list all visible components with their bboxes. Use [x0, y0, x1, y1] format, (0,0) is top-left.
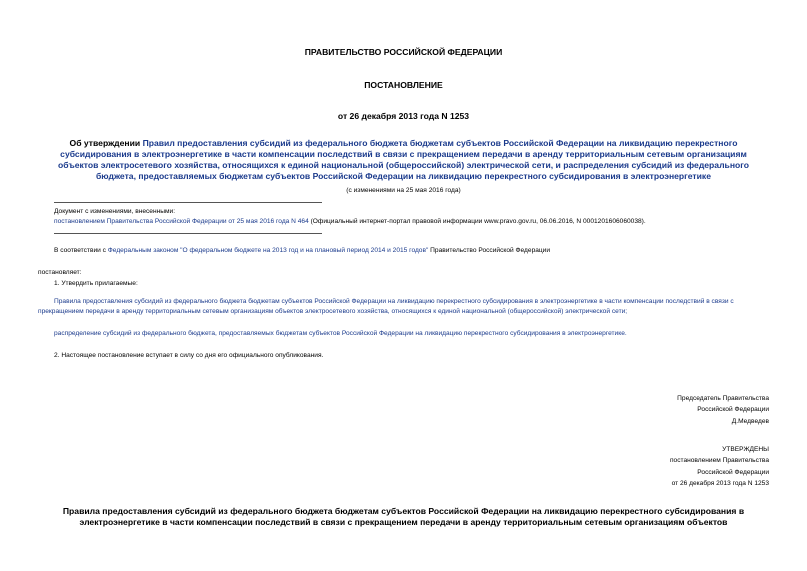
doc-changes-block	[54, 207, 784, 227]
divider-bottom	[54, 233, 322, 234]
decides-text: постановляет:	[38, 269, 82, 276]
accordance-paragraph	[54, 246, 769, 256]
accordance-prefix: В соответствии с	[54, 247, 108, 254]
approved-label: УТВЕРЖДЕНЫ	[722, 446, 769, 453]
approved-date: от 26 декабря 2013 года N 1253	[671, 480, 769, 488]
amendment-source: (Официальный интернет-портал правовой информации www.pravo.gov.ru, 06.06.2016, N 0001201606060038).	[308, 218, 646, 225]
doc-changes-line	[54, 217, 784, 227]
amendment-link[interactable]: постановлением Правительства Российской Федерации от 25 мая 2016 года N 464	[54, 218, 309, 225]
signature-country: Российской Федерации	[697, 406, 769, 414]
changes-note: (с изменениями на 25 мая 2016 года)	[346, 187, 461, 194]
accordance-suffix: Правительство Российской Федерации	[428, 247, 551, 254]
title-rules-link[interactable]: Правил предоставления субсидий из федерального бюджета бюджетам субъектов Российской Федерации на ликвидацию перекрестного субсидирования в электроэнергетике в части компенсации последствий в связи с прекращением передачи в аренду территориальным сетевым организациям объектов электросетевого хозяйства, относящихся к единой национальной (общероссийской) электрической сети, и распределения субсидий из федерального бюджета, предоставляемых бюджетам субъектов Российской Федерации на ликвидацию перекрестного субсидирования в электроэнергетике	[58, 138, 749, 181]
doc-changes-label: Документ с изменениями, внесенными:	[54, 208, 176, 215]
divider-top	[54, 202, 322, 203]
date-number-heading: от 26 декабря 2013 года N 1253	[337, 111, 470, 121]
approved-by: постановлением Правительства	[669, 457, 769, 465]
approved-block	[670, 444, 769, 490]
rules-title: Правила предоставления субсидий из федерального бюджета бюджетам субъектов Российской Федерации на ликвидацию перекрестного субсидирования в электроэнергетике в части компенсации последствий в связи с прекращением передачи в аренду территориальным сетевым организациям объектов	[62, 506, 745, 527]
signature-position: Председатель Правительства	[677, 395, 769, 402]
item-1: 1. Утвердить прилагаемые:	[54, 280, 138, 287]
distribution-link[interactable]: распределение субсидий из федерального бюджета, предоставляемых бюджетам субъектов Российской Федерации на ликвидацию перекрестного субсидирования в электроэнергетике.	[54, 330, 627, 337]
government-heading: ПРАВИТЕЛЬСТВО РОССИЙСКОЙ ФЕДЕРАЦИИ	[304, 47, 503, 57]
doc-type-heading: ПОСТАНОВЛЕНИЕ	[364, 80, 443, 90]
item-2: 2. Настоящее постановление вступает в силу со дня его официального опубликования.	[54, 352, 324, 359]
signature-block	[677, 393, 769, 427]
approved-country: Российской Федерации	[697, 468, 769, 476]
federal-law-link[interactable]: Федеральным законом "О федеральном бюджете на 2013 год и на плановый период 2014 и 2015 годов"	[107, 247, 429, 254]
rules-link[interactable]: Правила предоставления субсидий из федерального бюджета бюджетам субъектов Российской Федерации на ликвидацию перекрестного субсидирования в электроэнергетике в части компенсации последствий в связи с прекращением передачи в аренду территориальным сетевым организациям объектов электросетевого хозяйства, относящихся к единой национальной (общероссийской) электрической сети;	[38, 298, 734, 315]
resolution-title	[40, 138, 767, 182]
signature-name: Д.Медведев	[731, 417, 769, 425]
title-prefix: Об утверждении	[69, 138, 143, 148]
